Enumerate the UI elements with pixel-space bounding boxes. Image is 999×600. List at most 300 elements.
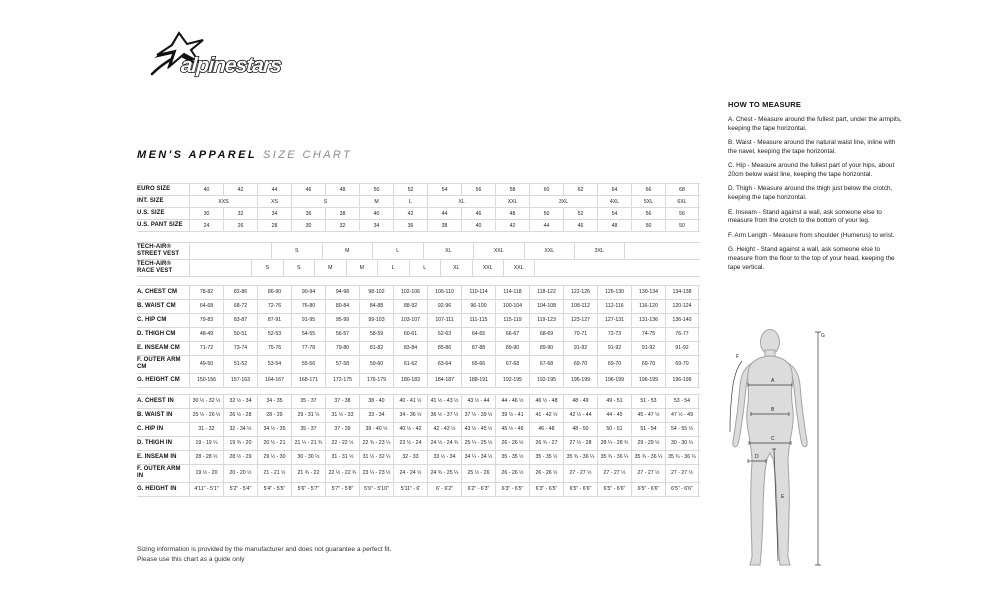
size-cell: 65-66 <box>461 356 495 373</box>
size-cell: 76-77 <box>665 328 699 341</box>
size-cell: 23 ½ - 24 <box>393 437 427 450</box>
size-cell: 36 <box>393 220 427 231</box>
how-to-measure-panel <box>728 100 902 278</box>
size-cell: 111-115 <box>461 314 495 327</box>
size-cell: 44 <box>427 208 461 219</box>
size-cell: 6' - 6'2" <box>427 483 461 496</box>
size-cell: 89-90 <box>529 342 563 355</box>
row-label: A. CHEST IN <box>137 397 174 404</box>
size-cell: 69-70 <box>665 356 699 373</box>
size-cell: 27 - 27 ½ <box>631 465 665 482</box>
size-cell: 30 - 30 ¼ <box>665 437 699 450</box>
size-cell: 24 - 24 ½ <box>393 465 427 482</box>
size-cell: 55-56 <box>291 356 325 373</box>
table-row <box>137 260 700 277</box>
size-cell: 27 - 27 ½ <box>563 465 597 482</box>
size-table <box>137 183 700 497</box>
size-cell: 45 ½ - 46 <box>495 423 529 436</box>
size-cell: 123-127 <box>563 314 597 327</box>
size-cell: 69-70 <box>631 356 665 373</box>
size-cell: 66-67 <box>495 328 529 341</box>
size-cell: 34 <box>257 208 291 219</box>
size-cell: 6'3" - 6'5" <box>529 483 563 496</box>
size-cell: 26 - 26 ½ <box>495 465 529 482</box>
size-cell: 30 <box>189 208 223 219</box>
size-cell: 46 ½ - 48 <box>529 395 563 408</box>
size-cell: 61-62 <box>393 356 427 373</box>
size-cell: XXL <box>495 196 529 207</box>
size-cell: 28 ½ - 29 <box>223 451 257 464</box>
size-cell: 35 ¾ - 36 ¼ <box>563 451 597 464</box>
size-cell: L <box>393 196 427 207</box>
measure-instruction-thigh: D. Thigh - Measure around the thigh just below the crotch, keeping the tape horizontal. <box>728 185 893 202</box>
size-cell: 22 - 22 ½ <box>325 437 359 450</box>
size-cell: 37 ½ - 39 ½ <box>461 409 495 422</box>
size-cell: 29 - 29 ½ <box>631 437 665 450</box>
table-row <box>137 465 700 483</box>
size-cell: 96-100 <box>461 300 495 313</box>
size-cell: 42 <box>495 220 529 231</box>
size-cell: L <box>377 260 409 276</box>
size-cell: 35 - 37 <box>291 395 325 408</box>
size-cell: 46 <box>563 220 597 231</box>
size-cell: 23 ¼ - 23 ½ <box>359 465 393 482</box>
size-cell: 36 <box>291 208 325 219</box>
row-spacer <box>189 243 271 259</box>
size-cell: 56-57 <box>325 328 359 341</box>
size-cell: 50 - 51 <box>597 423 631 436</box>
size-cell: 26 <box>223 220 257 231</box>
size-cell: 72-73 <box>597 328 631 341</box>
size-cell: XXL <box>503 260 535 276</box>
row-label: D. THIGH CM <box>137 330 176 337</box>
size-cell: M <box>322 243 373 259</box>
size-cell: 19 - 19 ¼ <box>189 437 223 450</box>
size-cell: 27 - 27 ½ <box>597 465 631 482</box>
size-cell: 60-61 <box>393 328 427 341</box>
how-to-measure-heading: HOW TO MEASURE <box>728 100 802 109</box>
size-cell: 78-82 <box>189 286 223 299</box>
size-cell: 91-92 <box>597 342 631 355</box>
size-cell: 196-199 <box>665 374 699 387</box>
size-cell: 134-138 <box>665 286 699 299</box>
measure-instruction-chest: A. Chest - Measure around the fullest part, under the armpits, keeping the tape horizontal. <box>728 116 902 132</box>
size-cell: 34 - 35 <box>257 395 291 408</box>
size-cell: XL <box>423 243 474 259</box>
size-cell: 88-92 <box>393 300 427 313</box>
size-cell: 30 ½ - 32 ½ <box>189 395 223 408</box>
size-cell: 72-76 <box>257 300 291 313</box>
table-row <box>137 394 700 409</box>
size-cell: 32 - 33 <box>393 451 427 464</box>
size-cell: 43 ½ - 44 <box>461 395 495 408</box>
size-cell: 60 <box>529 184 563 195</box>
size-cell: 82-86 <box>223 286 257 299</box>
size-cell: 28 - 28 ½ <box>189 451 223 464</box>
size-cell: 35 ¾ - 36 ¼ <box>597 451 631 464</box>
size-cell: 51 - 54 <box>631 423 665 436</box>
size-cell: 192-195 <box>495 374 529 387</box>
size-cell: 5'4" - 5'5" <box>257 483 291 496</box>
figure-label-arm: F <box>736 354 740 360</box>
page-title <box>137 149 352 161</box>
table-row <box>137 183 700 196</box>
size-cell: 54-55 <box>291 328 325 341</box>
size-cell: 76-80 <box>291 300 325 313</box>
size-cell: 43 ½ - 45 ½ <box>461 423 495 436</box>
size-cell: 19 ¾ - 20 <box>223 437 257 450</box>
size-cell: M <box>314 260 346 276</box>
size-cell: 29 - 31 ½ <box>291 409 325 422</box>
size-cell: 91-92 <box>665 342 699 355</box>
size-cell: 71-72 <box>189 342 223 355</box>
size-cell: 122-126 <box>563 286 597 299</box>
size-cell: 25 ¼ - 25 ½ <box>461 437 495 450</box>
size-cell: 136-140 <box>665 314 699 327</box>
size-cell: 50 <box>631 220 665 231</box>
size-cell: 89-90 <box>495 342 529 355</box>
body-silhouette <box>733 330 807 566</box>
size-cell: 32 ½ - 34 <box>223 395 257 408</box>
size-cell: 59-60 <box>359 356 393 373</box>
size-cell: 32 <box>223 208 257 219</box>
size-cell: 30 - 30 ½ <box>291 451 325 464</box>
size-cell: 25 ½ - 26 <box>461 465 495 482</box>
size-cell: 30 <box>291 220 325 231</box>
size-cell: 164-167 <box>257 374 291 387</box>
size-cell: 46 - 48 <box>529 423 563 436</box>
size-cell: 34 ¼ - 34 ½ <box>461 451 495 464</box>
size-cell: 24 <box>189 220 223 231</box>
size-cell: 192-195 <box>529 374 563 387</box>
size-cell: 53-54 <box>257 356 291 373</box>
size-cell: 119-123 <box>529 314 563 327</box>
size-cell: 41 ½ - 43 ½ <box>427 395 461 408</box>
row-label: TECH-AIR® STREET VEST <box>137 244 180 257</box>
size-cell: 106-110 <box>427 286 461 299</box>
size-cell: 6'3" - 6'5" <box>495 483 529 496</box>
size-cell: 40 - 41 ½ <box>393 395 427 408</box>
row-label: F. OUTER ARM CM <box>137 357 181 371</box>
size-cell: 54 <box>597 208 631 219</box>
table-row <box>137 423 700 437</box>
table-row <box>137 451 700 465</box>
size-cell: 21 - 21 ½ <box>257 465 291 482</box>
size-cell: 110-114 <box>461 286 495 299</box>
size-cell: 24 ¾ - 25 ¼ <box>427 465 461 482</box>
size-cell: 35 - 35 ½ <box>495 451 529 464</box>
table-row <box>137 409 700 423</box>
size-cell: 6'5" - 6'6" <box>597 483 631 496</box>
size-cell: 47 ½ - 49 <box>665 409 699 422</box>
disclaimer-line-2: Please use this chart as a guide only <box>137 555 245 563</box>
size-cell: 36 ½ - 37 ½ <box>427 409 461 422</box>
size-cell: 56 <box>631 208 665 219</box>
figure-label-waist: B <box>771 407 775 413</box>
body-measurement-figure <box>728 328 833 578</box>
size-cell: 98-102 <box>359 286 393 299</box>
size-cell: XS <box>257 196 291 207</box>
size-cell: 64-68 <box>189 300 223 313</box>
size-cell: 107-111 <box>427 314 461 327</box>
size-cell: L <box>409 260 441 276</box>
size-cell: 94-98 <box>325 286 359 299</box>
size-cell: 157-163 <box>223 374 257 387</box>
size-cell: 91-95 <box>291 314 325 327</box>
size-cell: 68-69 <box>529 328 563 341</box>
size-cell: 176-179 <box>359 374 393 387</box>
size-cell: 184-187 <box>427 374 461 387</box>
size-cell: 32 <box>325 220 359 231</box>
size-cell: 64 <box>597 184 631 195</box>
size-cell: 26 - 26 ½ <box>495 437 529 450</box>
table-row <box>137 285 700 300</box>
size-cell: 73-74 <box>223 342 257 355</box>
size-cell: 31 ½ - 32 ¼ <box>359 451 393 464</box>
size-cell: 5'7" - 5'8" <box>325 483 359 496</box>
size-cell: 27 ½ - 28 <box>563 437 597 450</box>
size-cell: 31 - 31 ½ <box>325 451 359 464</box>
size-cell: 112-116 <box>597 300 631 313</box>
size-cell: 35 - 35 ½ <box>529 451 563 464</box>
size-cell: 172-175 <box>325 374 359 387</box>
size-cell: 26 - 26 ½ <box>529 465 563 482</box>
size-cell: 58 <box>495 184 529 195</box>
row-label: A. CHEST CM <box>137 288 178 295</box>
size-cell: 68-72 <box>223 300 257 313</box>
size-cell: 6'5" - 6'6" <box>563 483 597 496</box>
table-row <box>137 483 700 497</box>
row-label: B. WAIST IN <box>137 411 173 418</box>
row-label: F. OUTER ARM IN <box>137 466 181 480</box>
size-cell: 54 - 55 ½ <box>665 423 699 436</box>
size-cell: 3XL <box>574 243 625 259</box>
size-cell: 75-76 <box>257 342 291 355</box>
row-label: E. INSEAM IN <box>137 453 177 460</box>
size-cell: XXL <box>473 243 524 259</box>
size-cell: 46 <box>461 208 495 219</box>
size-cell: 87-91 <box>257 314 291 327</box>
size-cell: 116-120 <box>631 300 665 313</box>
size-cell: 86-90 <box>257 286 291 299</box>
size-cell: 48 - 50 <box>563 423 597 436</box>
size-cell: 69-70 <box>597 356 631 373</box>
table-row <box>137 374 700 388</box>
size-cell: 62 <box>563 184 597 195</box>
size-cell: 168-171 <box>291 374 325 387</box>
size-cell: 5'9" - 5'10" <box>359 483 393 496</box>
size-cell: 150-156 <box>189 374 223 387</box>
size-cell: 28 <box>257 220 291 231</box>
size-cell: S <box>251 260 283 276</box>
size-cell: 29 ½ - 30 <box>257 451 291 464</box>
table-row <box>137 208 700 220</box>
size-cell: 62-63 <box>427 328 461 341</box>
size-cell: 22 ¾ - 23 ¼ <box>359 437 393 450</box>
size-cell: 5XL <box>631 196 665 207</box>
size-cell: 31 ½ - 33 <box>325 409 359 422</box>
size-cell: XXL <box>524 243 575 259</box>
size-cell: 21 ¾ - 22 <box>291 465 325 482</box>
row-label: G. HEIGHT IN <box>137 485 177 492</box>
size-cell: 196-199 <box>631 374 665 387</box>
size-cell: 49-50 <box>189 356 223 373</box>
size-cell: 102-106 <box>393 286 427 299</box>
size-cell: 33 - 34 <box>359 409 393 422</box>
size-cell: 28 - 29 <box>257 409 291 422</box>
size-cell: 79-83 <box>189 314 223 327</box>
figure-label-thigh: D <box>755 454 759 460</box>
table-row <box>137 220 700 232</box>
size-cell: 50-51 <box>223 328 257 341</box>
size-cell: 42 - 43 ½ <box>427 423 461 436</box>
size-cell: 188-191 <box>461 374 495 387</box>
alpinestars-wordmark: alpinestars <box>180 54 282 77</box>
row-label: G. HEIGHT CM <box>137 376 180 383</box>
size-cell: 6'2" - 6'3" <box>461 483 495 496</box>
measure-instruction-height: G. Height - Stand against a wall, ask someone else to measure from the floor to the top of your head, keeping the tape vertical. <box>728 246 895 271</box>
size-cell: 118-122 <box>529 286 563 299</box>
size-cell: 4XL <box>597 196 631 207</box>
figure-label-height: G <box>821 333 825 339</box>
size-cell: 35 - 37 <box>291 423 325 436</box>
figure-label-inseam: E <box>781 494 785 500</box>
size-cell: 131-136 <box>631 314 665 327</box>
size-cell: 39 - 40 ½ <box>359 423 393 436</box>
size-cell: 120-124 <box>665 300 699 313</box>
size-cell: 6XL <box>665 196 699 207</box>
size-cell: 20 - 20 ½ <box>223 465 257 482</box>
size-cell: 49 - 51 <box>597 395 631 408</box>
disclaimer-line-1: Sizing information is provided by the manufacturer and does not guarantee a perfect fit. <box>137 546 392 553</box>
size-cell: 91-92 <box>563 342 597 355</box>
size-cell: 28 ¼ - 28 ¾ <box>597 437 631 450</box>
size-cell: 52 <box>563 208 597 219</box>
size-cell: 51-52 <box>223 356 257 373</box>
size-cell: 5'6" - 5'7" <box>291 483 325 496</box>
size-cell: 67-68 <box>529 356 563 373</box>
size-cell: 48 <box>495 208 529 219</box>
size-cell: XXS <box>189 196 257 207</box>
size-cell: 79-80 <box>325 342 359 355</box>
size-cell: XXL <box>472 260 504 276</box>
figure-label-chest: A <box>771 378 775 384</box>
size-cell: 38 <box>325 208 359 219</box>
size-cell: 35 ¾ - 36 ¼ <box>631 451 665 464</box>
size-cell: 130-134 <box>631 286 665 299</box>
size-cell: 44 <box>529 220 563 231</box>
size-cell: 196-199 <box>563 374 597 387</box>
row-label: B. WAIST CM <box>137 302 176 309</box>
row-label: C. HIP CM <box>137 316 167 323</box>
size-cell: 67-68 <box>495 356 529 373</box>
size-cell: 37 - 39 <box>325 423 359 436</box>
size-cell: 42 <box>393 208 427 219</box>
size-cell: 26 ¾ - 27 <box>529 437 563 450</box>
size-cell: 70-71 <box>563 328 597 341</box>
size-cell: 40 <box>189 184 223 195</box>
row-label: C. HIP IN <box>137 425 164 432</box>
size-cell: 108-112 <box>563 300 597 313</box>
size-cell: 54 <box>427 184 461 195</box>
size-cell: 34 ½ - 35 <box>257 423 291 436</box>
size-cell: 95-99 <box>325 314 359 327</box>
size-cell: 90-94 <box>291 286 325 299</box>
table-row <box>137 356 700 374</box>
size-cell: 104-108 <box>529 300 563 313</box>
size-cell: 48-49 <box>189 328 223 341</box>
table-row <box>137 437 700 451</box>
size-cell: 45 - 47 ½ <box>631 409 665 422</box>
row-label: U.S. SIZE <box>137 210 165 217</box>
size-cell: M <box>346 260 378 276</box>
size-cell: 115-119 <box>495 314 529 327</box>
size-cell: 50 <box>665 220 699 231</box>
size-cell: 5'2" - 5'4" <box>223 483 257 496</box>
size-cell: 6'5" - 6'6" <box>665 483 699 496</box>
size-cell: 26 ½ - 28 <box>223 409 257 422</box>
size-cell: 39 ½ - 41 <box>495 409 529 422</box>
size-cell: 66 <box>631 184 665 195</box>
size-cell: 33 ½ - 34 <box>427 451 461 464</box>
size-cell: 52-53 <box>257 328 291 341</box>
size-cell: 92-96 <box>427 300 461 313</box>
size-cell: 38 <box>427 220 461 231</box>
table-row <box>137 342 700 356</box>
size-cell: S <box>291 196 359 207</box>
size-cell: 56 <box>461 184 495 195</box>
measure-instruction-arm: F. Arm Length - Measure from shoulder (Humerus) to wrist. <box>728 231 895 239</box>
size-cell: 48 <box>325 184 359 195</box>
size-cell: 85-86 <box>427 342 461 355</box>
size-cell: 100-104 <box>495 300 529 313</box>
size-cell: 87-88 <box>461 342 495 355</box>
row-spacer <box>189 260 251 276</box>
row-label: INT. SIZE <box>137 198 164 205</box>
size-cell: 68 <box>665 184 699 195</box>
size-cell: S <box>271 243 322 259</box>
size-cell: 41 - 42 ½ <box>529 409 563 422</box>
table-row <box>137 242 700 260</box>
size-cell: XL <box>440 260 472 276</box>
size-cell: 103-107 <box>393 314 427 327</box>
measure-instruction-hip: C. Hip - Measure around the fullest part of your hips, about 20cm below waist line, keeping the tape horizontal. <box>728 162 895 178</box>
table-row <box>137 196 700 208</box>
table-row <box>137 328 700 342</box>
size-cell: 40 <box>461 220 495 231</box>
size-cell: 64-65 <box>461 328 495 341</box>
size-cell: M <box>359 196 393 207</box>
size-cell: 24 ½ - 24 ¾ <box>427 437 461 450</box>
size-cell: 31 - 32 <box>189 423 223 436</box>
page-title-sub: SIZE CHART <box>263 149 353 161</box>
size-cell: 37 - 38 <box>325 395 359 408</box>
size-cell: 48 <box>597 220 631 231</box>
size-cell: 81-82 <box>359 342 393 355</box>
row-label: U.S. PANT SIZE <box>137 222 183 229</box>
size-cell: 5'11" - 6' <box>393 483 427 496</box>
size-cell: 21 ¼ - 21 ¾ <box>291 437 325 450</box>
size-cell: 44 <box>257 184 291 195</box>
size-cell: 38 - 40 <box>359 395 393 408</box>
size-cell: 83-84 <box>393 342 427 355</box>
measure-instruction-inseam: E. Inseam - Stand against a wall, ask someone else to measure from the crotch to the bottom of your leg. <box>728 208 882 225</box>
size-cell: 91-92 <box>631 342 665 355</box>
size-cell: 114-118 <box>495 286 529 299</box>
size-cell: 3XL <box>529 196 597 207</box>
size-cell: 42 ½ - 44 <box>563 409 597 422</box>
size-cell: 6'5" - 6'6" <box>631 483 665 496</box>
